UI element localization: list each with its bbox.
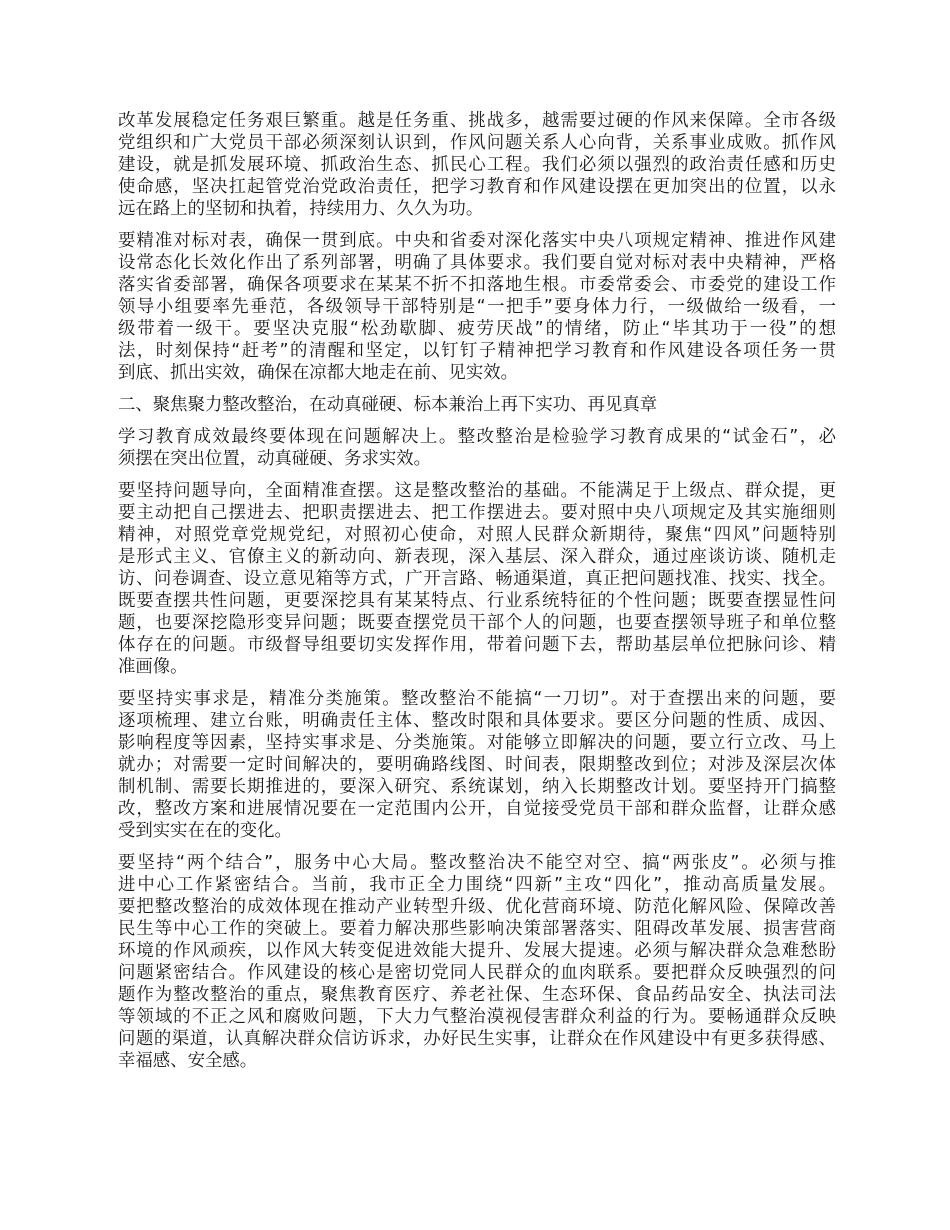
text-line: 要主动把自己摆进去、把职责摆进去、把工作摆进去。要对照中央八项规定及其实施细则 [118,503,836,523]
text-line: 是形式主义、官僚主义的新动向、新表现，深入基层、深入群众，通过座谈访谈、随机走 [118,547,836,567]
text-line: 幸福感、安全感。 [118,1051,258,1071]
text-line: 题，也要深挖隐形变异问题；既要查摆党员干部个人的问题，也要查摆领导班子和单位整 [118,613,836,633]
paragraph [118,852,836,1072]
text-line: 影响程度等因素，坚持实事求是、分类施策。对能够立即解决的问题，要立行立改、马上 [118,733,836,753]
text-line: 远在路上的坚韧和执着，持续用力、久久为功。 [118,199,484,219]
text-line: 要坚持实事求是，精准分类施策。整改整治不能搞“一刀切”。对于查摆出来的问题，要 [118,689,836,709]
text-line: 级带着一级干。要坚决克服“松劲歇脚、疲劳厌战”的情绪，防止“毕其功于一役”的想 [118,319,836,339]
document-body [118,110,836,1082]
text-line: 落实省委部署，确保各项要求在某某不折不扣落地生根。市委常委会、市委党的建设工作 [118,275,836,295]
text-line: 题作为整改整治的重点，聚焦教育医疗、养老社保、生态环保、食品药品安全、执法司法 [118,985,836,1005]
text-line: 就办；对需要一定时间解决的，要明确路线图、时间表，限期整改到位；对涉及深层次体 [118,755,836,775]
text-line: 要坚持问题导向，全面精准查摆。这是整改整治的基础。不能满足于上级点、群众提，更 [118,481,836,501]
text-line: 要把整改整治的成效体现在推动产业转型升级、优化营商环境、防范化解风险、保障改善 [118,897,836,917]
text-line: 既要查摆共性问题，更要深挖具有某某特点、行业系统特征的个性问题；既要查摆显性问 [118,591,836,611]
text-line: 要坚持“两个结合”，服务中心大局。整改整治决不能空对空、搞“两张皮”。必须与推 [118,853,836,873]
text-line: 等领域的不正之风和腐败问题，下大力气整治漠视侵害群众利益的行为。要畅通群众反映 [118,1007,836,1027]
text-line: 二、聚焦聚力整改整治，在动真碰硬、标本兼治上再下实功、再见真章 [118,395,658,415]
text-line: 党组织和广大党员干部必须深刻认识到，作风问题关系人心向背，关系事业成败。抓作风 [118,133,836,153]
text-line: 访、问卷调查、设立意见箱等方式，广开言路、畅通渠道，真正把问题找准、找实、找全。 [118,569,836,589]
text-line: 民生等中心工作的突破上。要着力解决那些影响决策部署落实、阻碍改革发展、损害营商 [118,919,836,939]
text-line: 改革发展稳定任务艰巨繁重。越是任务重、挑战多，越需要过硬的作风来保障。全市各级 [118,111,836,131]
text-line: 受到实实在在的变化。 [118,821,292,841]
text-line: 问题的渠道，认真解决群众信访诉求，办好民生实事，让群众在作风建设中有更多获得感、 [118,1029,836,1049]
paragraph [118,688,836,842]
text-line: 问题紧密结合。作风建设的核心是密切党同人民群众的血肉联系。要把群众反映强烈的问 [118,963,836,983]
text-line: 须摆在突出位置，动真碰硬、务求实效。 [118,449,432,469]
text-line: 逐项梳理、建立台账，明确责任主体、整改时限和具体要求。要区分问题的性质、成因、 [118,711,836,731]
text-line: 法，时刻保持“赶考”的清醒和坚定，以钉钉子精神把学习教育和作风建设各项任务一贯 [118,341,836,361]
text-line: 学习教育成效最终要体现在问题解决上。整改整治是检验学习教育成果的“试金石”，必 [118,427,836,447]
text-line: 环境的作风顽疾，以作风大转变促进效能大提升、发展大提速。必须与解决群众急难愁盼 [118,941,836,961]
text-line: 领导小组要率先垂范，各级领导干部特别是“一把手”要身体力行，一级做给一级看，一 [118,297,836,317]
text-line: 精神，对照党章党规党纪，对照初心使命，对照人民群众新期待，聚焦“四风”问题特别 [118,525,836,545]
paragraph [118,230,836,384]
paragraph [118,480,836,678]
paragraph [118,426,836,470]
text-line: 体存在的问题。市级督导组要切实发挥作用，带着问题下去，帮助基层单位把脉问诊、精 [118,635,836,655]
section-heading [118,394,836,416]
text-line: 设常态化长效化作出了系列部署，明确了具体要求。我们要自觉对标对表中央精神，严格 [118,253,836,273]
text-line: 建设，就是抓发展环境、抓政治生态、抓民心工程。我们必须以强烈的政治责任感和历史 [118,155,836,175]
text-line: 要精准对标对表，确保一贯到底。中央和省委对深化落实中央八项规定精神、推进作风建 [118,231,836,251]
text-line: 到底、抓出实效，确保在凉都大地走在前、见实效。 [118,363,518,383]
text-line: 准画像。 [118,657,188,677]
text-line: 改，整改方案和进展情况要在一定范围内公开，自觉接受党员干部和群众监督，让群众感 [118,799,836,819]
paragraph [118,110,836,220]
text-line: 进中心工作紧密结合。当前，我市正全力围绕“四新”主攻“四化”，推动高质量发展。 [118,875,836,895]
text-line: 使命感，坚决扛起管党治党政治责任，把学习教育和作风建设摆在更加突出的位置，以永 [118,177,836,197]
text-line: 制机制、需要长期推进的，要深入研究、系统谋划，纳入长期整改计划。要坚持开门搞整 [118,777,836,797]
